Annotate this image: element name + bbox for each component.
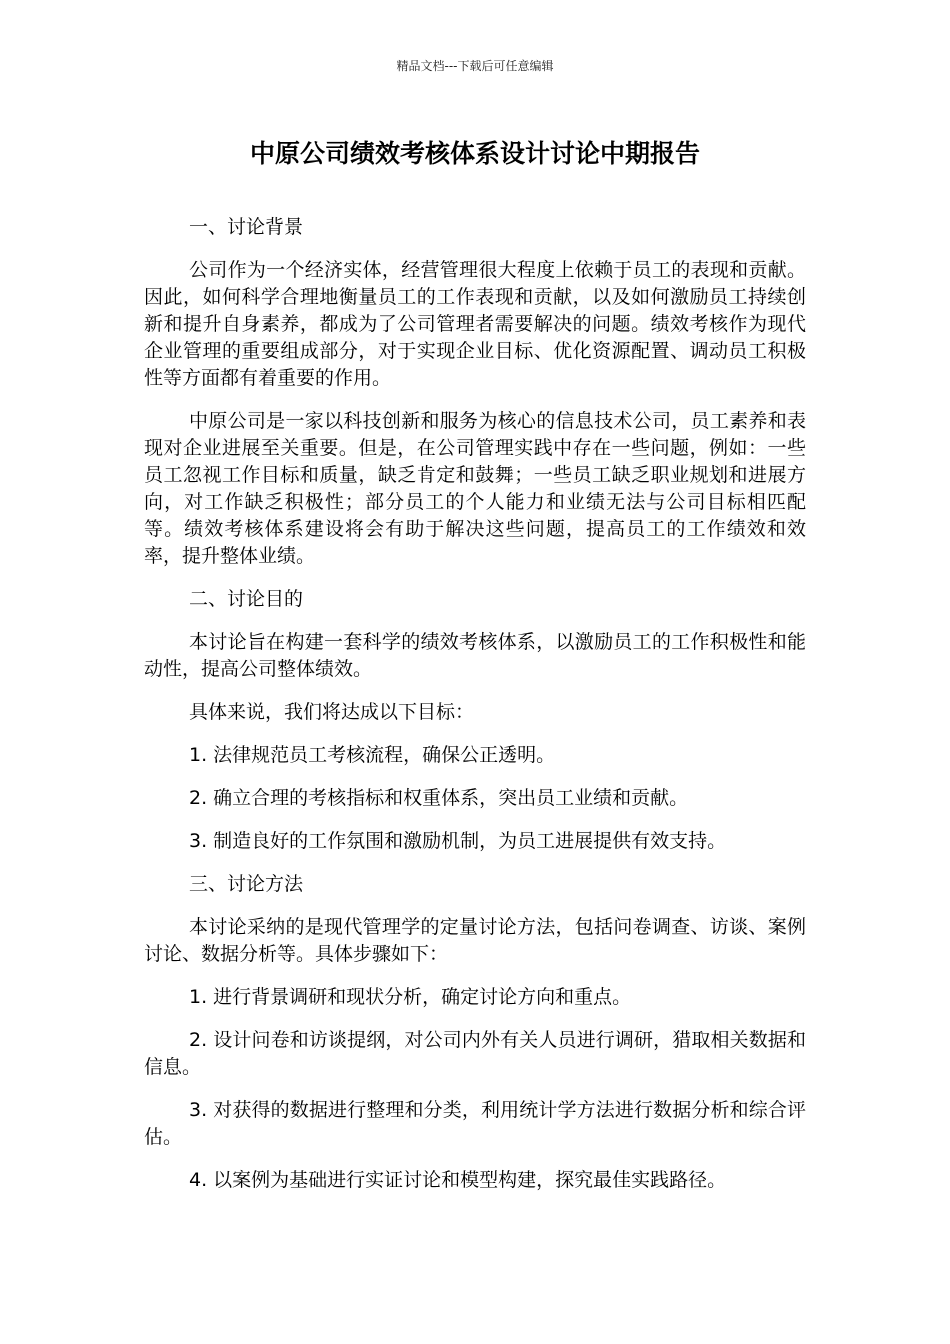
section-heading-purpose: 二、讨论目的 — [189, 588, 304, 610]
section-heading-background: 一、讨论背景 — [189, 216, 304, 238]
paragraph: 本讨论旨在构建一套科学的绩效考核体系，以激励员工的工作积极性和能动性，提高公司整体绩效。 — [144, 631, 806, 680]
list-item: 1. 进行背景调研和现状分析，确定讨论方向和重点。 — [189, 986, 632, 1008]
list-item: 3. 对获得的数据进行整理和分类，利用统计学方法进行数据分析和综合评估。 — [144, 1099, 806, 1148]
list-item: 2. 确立合理的考核指标和权重体系，突出员工业绩和贡献。 — [189, 787, 689, 809]
list-item: 1. 法律规范员工考核流程，确保公正透明。 — [189, 744, 556, 766]
document-title: 中原公司绩效考核体系设计讨论中期报告 — [249, 139, 700, 168]
paragraph: 本讨论采纳的是现代管理学的定量讨论方法，包括问卷调查、访谈、案例讨论、数据分析等。具体步骤如下： — [144, 916, 806, 965]
list-item: 2. 设计问卷和访谈提纲，对公司内外有关人员进行调研，猎取相关数据和信息。 — [144, 1029, 806, 1078]
list-item: 3. 制造良好的工作氛围和激励机制，为员工进展提供有效支持。 — [189, 830, 727, 852]
section-heading-method: 三、讨论方法 — [189, 873, 304, 895]
paragraph: 公司作为一个经济实体，经营管理很大程度上依赖于员工的表现和贡献。因此，如何科学合理地衡量员工的工作表现和贡献，以及如何激励员工持续创新和提升自身素养，都成为了公司管理者需要解决的问题。绩效考核作为现代企业管理的重要组成部分，对于实现企业目标、优化资源配置、调动员工积极性等方面都有着重要的作用。 — [144, 259, 806, 389]
document-body — [144, 214, 806, 1210]
paragraph: 中原公司是一家以科技创新和服务为核心的信息技术公司，员工素养和表现对企业进展至关重要。但是，在公司管理实践中存在一些问题，例如：一些员工忽视工作目标和质量，缺乏肯定和鼓舞；一些员工缺乏职业规划和进展方向，对工作缺乏积极性；部分员工的个人能力和业绩无法与公司目标相匹配等。绩效考核体系建设将会有助于解决这些问题，提高员工的工作绩效和效率，提升整体业绩。 — [144, 410, 806, 567]
paragraph: 具体来说，我们将达成以下目标： — [189, 701, 475, 723]
list-item: 4. 以案例为基础进行实证讨论和模型构建，探究最佳实践路径。 — [189, 1169, 727, 1191]
header-note: 精品文档---下载后可任意编辑 — [396, 59, 554, 73]
